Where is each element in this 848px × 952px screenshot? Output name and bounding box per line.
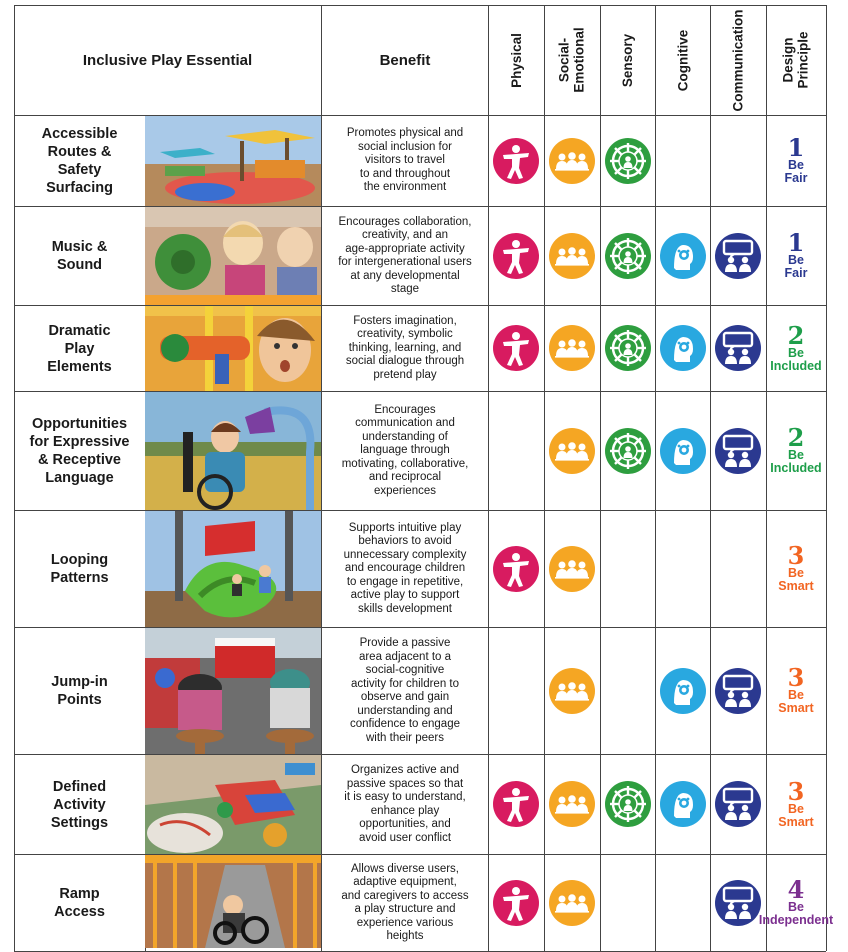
benefit-line: communication and [355, 417, 455, 430]
benefit-line: and reciprocal [368, 471, 442, 484]
principle-label: Fair [784, 171, 808, 185]
principle-label: Smart [778, 579, 814, 593]
benefit-line: motivating, collaborative, [341, 457, 469, 470]
design-principle [766, 207, 826, 305]
cognitive-icon [660, 428, 706, 474]
benefit-line: and caregivers to access [341, 889, 469, 902]
header-physical: Physical [508, 32, 524, 88]
essential-line: Ramp [59, 886, 100, 902]
benefit-line: language through [360, 444, 450, 457]
principle-label: Included [770, 461, 822, 475]
benefit-line: understanding of [362, 430, 448, 443]
benefit-line: Provide a passive [359, 637, 451, 649]
benefit-line: Encourages collaboration, [338, 215, 472, 228]
sensory-icon [605, 233, 651, 279]
benefit-line: a play structure and [354, 903, 456, 915]
photo-wheelchair-talk-tube [145, 392, 321, 510]
social-icon [549, 880, 595, 926]
principle-label: Be [788, 566, 804, 580]
benefit-line: and encourage children [344, 562, 466, 575]
benefit-text [322, 755, 488, 854]
essential-line: Looping [50, 552, 109, 568]
column-divider [826, 5, 827, 951]
sensory-icon [605, 781, 651, 827]
header-essential: Inclusive Play Essential [82, 51, 253, 69]
photo-aerial-playground [145, 755, 321, 854]
essential-line: Opportunities [31, 416, 128, 432]
principle-number: 1 [787, 133, 805, 162]
essential-line: Dramatic [48, 322, 111, 339]
essential-line: Settings [50, 814, 109, 831]
benefit-line: experience various [356, 916, 454, 929]
essential-line: Elements [47, 358, 112, 375]
social-icon [549, 138, 595, 184]
column-divider [600, 5, 601, 951]
essential-line: Jump-in [51, 674, 108, 690]
essential-line: Surfacing [46, 180, 113, 196]
physical-icon [493, 233, 539, 279]
benefit-text [322, 306, 488, 391]
social-icon [549, 233, 595, 279]
benefit-line: passive spaces so that [346, 777, 464, 790]
physical-icon [493, 781, 539, 827]
benefit-line: creativity, symbolic [357, 328, 453, 341]
sensory-icon [605, 428, 651, 474]
essential-line: Patterns [50, 570, 109, 586]
benefit-line: it is easy to understand, [344, 791, 466, 803]
principle-number: 2 [787, 320, 805, 350]
social-icon [549, 428, 595, 474]
principle-label: Be [788, 688, 804, 702]
column-divider [655, 5, 656, 951]
column-divider [544, 5, 545, 951]
principle-label: Be [788, 345, 804, 360]
communication-icon [715, 668, 761, 714]
benefit-line: creativity, and an [361, 229, 449, 241]
benefit-line: confidence to engage [350, 718, 460, 730]
social-icon [549, 325, 595, 371]
header-social-emotional: Social- Emotional [557, 27, 588, 93]
benefit-line: Promotes physical and [346, 127, 464, 140]
benefit-line: unnecessary complexity [343, 548, 467, 561]
essential-line: Access [54, 904, 105, 920]
benefit-line: the environment [363, 181, 447, 194]
social-icon [549, 546, 595, 592]
benefit-line: thinking, learning, and [348, 341, 462, 354]
principle-label: Be [788, 253, 804, 267]
benefit-line: to engage in repetitive, [346, 575, 464, 588]
benefit-line: social dialogue through [345, 355, 465, 368]
design-principle [766, 755, 826, 854]
physical-icon [493, 546, 539, 592]
essential-line: Music & [51, 239, 108, 255]
design-principle [766, 116, 826, 206]
benefit-line: opportunities, and [359, 818, 451, 830]
header-cognitive: Cognitive [675, 29, 691, 91]
sensory-icon [605, 138, 651, 184]
essential-label [14, 855, 145, 951]
essential-line: & Receptive [37, 452, 121, 468]
essential-line: Defined [52, 778, 107, 795]
essential-label [14, 392, 145, 510]
cognitive-icon [660, 668, 706, 714]
benefit-line: understanding and [357, 704, 453, 717]
benefit-line: active play to support [350, 589, 460, 602]
sensory-icon [605, 325, 651, 371]
essential-line: Routes & [47, 144, 112, 160]
essential-line: Activity [53, 796, 106, 813]
benefit-line: observe and gain [360, 691, 450, 703]
header-benefit: Benefit [379, 51, 431, 69]
benefit-text [322, 628, 488, 754]
header-sensory: Sensory [620, 33, 635, 87]
essential-label [14, 207, 145, 305]
benefit-line: Supports intuitive play [348, 521, 462, 534]
benefit-line: experiences [373, 484, 436, 497]
essential-line: Points [57, 692, 102, 708]
benefit-line: skills development [358, 602, 452, 615]
benefit-line: at any developmental [350, 269, 460, 282]
photo-telescope-child [145, 306, 321, 391]
cognitive-icon [660, 325, 706, 371]
principle-label: Be [788, 448, 804, 462]
benefit-line: behaviors to avoid [358, 535, 452, 548]
photo-playground-overview [145, 116, 321, 206]
design-principle [758, 855, 834, 951]
benefit-text [322, 116, 488, 206]
photo-children-drum [145, 207, 321, 305]
communication-icon [715, 325, 761, 371]
benefit-text [322, 392, 488, 510]
benefit-line: activity for children to [350, 677, 459, 690]
benefit-line: stage [390, 283, 420, 295]
header-design-principle: Design Principle [781, 31, 811, 89]
benefit-line: enhance play [370, 804, 440, 817]
benefit-line: Encourages [374, 403, 436, 416]
column-divider [710, 5, 711, 951]
benefit-line: social-cognitive [365, 664, 445, 676]
essential-label [14, 628, 145, 754]
principle-label: Included [770, 358, 822, 373]
column-divider [488, 5, 489, 951]
communication-icon [715, 781, 761, 827]
design-principle [766, 628, 826, 754]
photo-seated-observers [145, 628, 321, 754]
benefit-line: social inclusion for [358, 140, 452, 153]
principle-label: Smart [778, 814, 814, 829]
benefit-line: Fosters imagination, [353, 314, 457, 327]
essential-label [14, 511, 145, 627]
principle-label: Be [788, 900, 804, 914]
benefit-line: visitors to travel [365, 154, 445, 167]
benefit-line: Organizes active and [350, 764, 460, 776]
principle-label: Fair [784, 266, 808, 280]
essential-label [14, 755, 145, 854]
benefit-text [322, 511, 488, 627]
principle-number: 1 [787, 228, 805, 257]
benefit-line: Allows diverse users, [350, 862, 459, 875]
benefit-text [322, 855, 488, 951]
essential-line: Accessible [41, 126, 118, 142]
essential-label [14, 306, 145, 391]
principle-label: Be [788, 801, 804, 816]
benefit-line: adaptive equipment, [353, 876, 457, 888]
essential-line: Language [45, 470, 114, 486]
physical-icon [493, 138, 539, 184]
benefit-line: area adjacent to a [358, 650, 452, 663]
benefit-line: with their peers [366, 731, 444, 744]
photo-ramp-wheelchair [145, 855, 321, 951]
principle-label: Be [788, 158, 804, 172]
design-principle [766, 306, 826, 391]
row-divider [14, 5, 826, 6]
principle-number: 3 [787, 663, 805, 692]
communication-icon [715, 880, 761, 926]
design-principle [766, 392, 826, 510]
principle-label: Smart [778, 701, 814, 715]
inclusive-play-table [14, 5, 834, 951]
communication-icon [715, 428, 761, 474]
benefit-line: to and throughout [359, 167, 451, 180]
essential-line: Sound [56, 257, 103, 273]
cognitive-icon [660, 233, 706, 279]
principle-number: 2 [787, 423, 805, 452]
benefit-line: heights [386, 930, 424, 942]
physical-icon [493, 325, 539, 371]
principle-number: 3 [787, 541, 805, 570]
principle-number: 4 [787, 875, 805, 904]
physical-icon [493, 880, 539, 926]
communication-icon [715, 233, 761, 279]
essential-line: Safety [57, 162, 102, 178]
principle-number: 3 [787, 776, 805, 806]
benefit-line: age-appropriate activity [345, 242, 465, 255]
benefit-line: for intergenerational users [338, 256, 472, 268]
principle-label: Independent [758, 913, 834, 927]
social-icon [549, 781, 595, 827]
design-principle [766, 511, 826, 627]
photo-green-slide [145, 511, 321, 627]
essential-line: Play [64, 340, 95, 357]
benefit-line: avoid user conflict [358, 831, 452, 844]
cognitive-icon [660, 781, 706, 827]
benefit-text [322, 207, 488, 305]
essential-line: for Expressive [29, 434, 130, 450]
social-icon [549, 668, 595, 714]
header-communication: Communication [730, 8, 746, 112]
essential-label [14, 116, 145, 206]
benefit-line: pretend play [373, 368, 437, 381]
